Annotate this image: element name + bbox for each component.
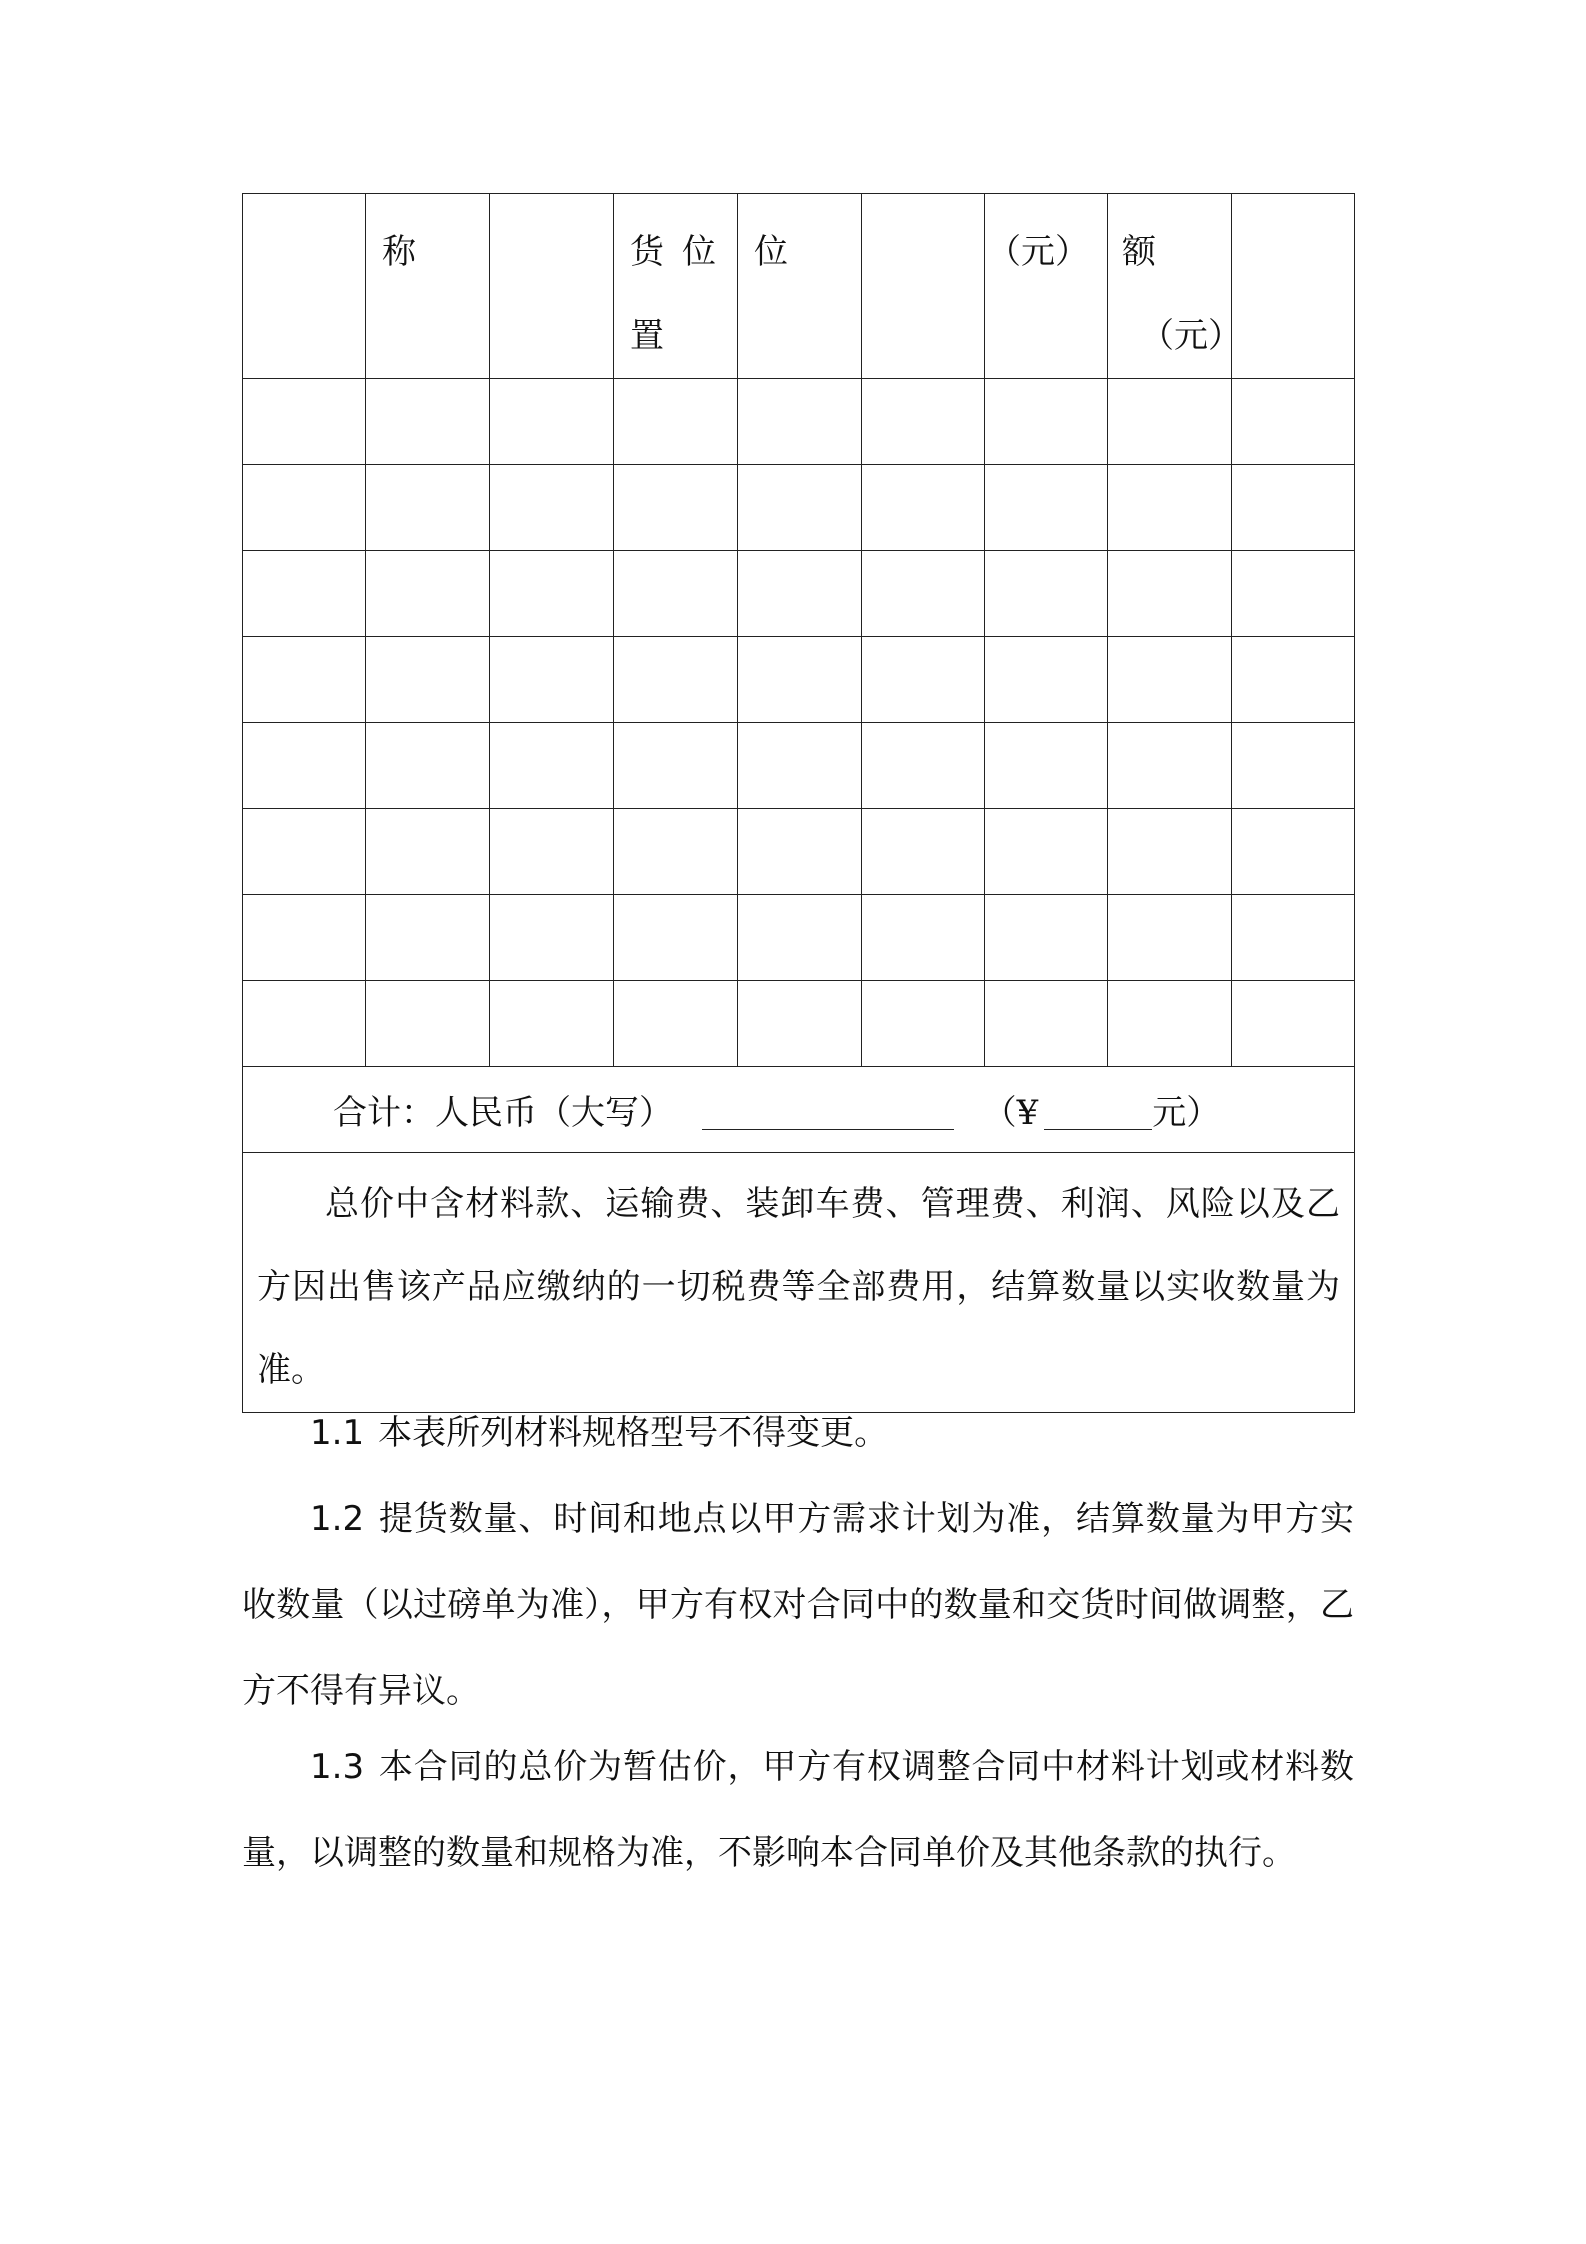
header-cell (862, 194, 985, 379)
table-header-row (243, 194, 1355, 379)
header-cell (366, 194, 490, 379)
table-cell[interactable] (243, 465, 366, 551)
header-amount-text-1: 额 (1122, 232, 1156, 272)
clause-number: 1.1 (310, 1413, 365, 1453)
table-cell[interactable] (366, 895, 490, 981)
table-cell[interactable] (490, 551, 614, 637)
header-amount-text-2: （元） (1140, 316, 1242, 356)
clause-text: 提货数量、时间和地点以甲方需求计划为准，结算数量为甲方实收数量（以过磅单为准），甲方有权对合同中的数量和交货时间做调整，乙方不得有异议。 (242, 1499, 1354, 1711)
table-row (243, 895, 1355, 981)
table-row (243, 723, 1355, 809)
table-cell[interactable] (614, 981, 738, 1067)
total-yen-blank[interactable] (1044, 1099, 1152, 1130)
table-cell[interactable] (366, 637, 490, 723)
table-cell[interactable] (366, 465, 490, 551)
table-cell[interactable] (490, 809, 614, 895)
table-cell[interactable] (862, 637, 985, 723)
table-cell[interactable] (738, 551, 862, 637)
table-cell[interactable] (1108, 637, 1232, 723)
table-cell[interactable] (243, 379, 366, 465)
table-cell[interactable] (862, 723, 985, 809)
table-cell[interactable] (738, 895, 862, 981)
table-cell[interactable] (1232, 637, 1355, 723)
table-cell[interactable] (243, 895, 366, 981)
total-row (243, 1067, 1355, 1153)
header-name-text: 称 (382, 232, 416, 272)
price-note: 总价中含材料款、运输费、装卸车费、管理费、利润、风险以及乙方因出售该产品应缴纳的一切税费等全部费用，结算数量以实收数量为准。 (257, 1184, 1340, 1390)
table-cell[interactable] (1108, 981, 1232, 1067)
note-row (243, 1153, 1355, 1413)
table-cell[interactable] (1232, 551, 1355, 637)
table-cell[interactable] (738, 809, 862, 895)
table-cell[interactable] (1232, 809, 1355, 895)
total-yen-prefix: （¥ (982, 1093, 1039, 1133)
table-cell[interactable] (985, 809, 1108, 895)
table-cell[interactable] (985, 981, 1108, 1067)
table-cell[interactable] (614, 637, 738, 723)
table-cell[interactable] (862, 809, 985, 895)
table-cell[interactable] (1108, 551, 1232, 637)
note-cell (243, 1153, 1355, 1413)
clause-1-3 (242, 1724, 1354, 1896)
table-cell[interactable] (1108, 895, 1232, 981)
table-cell[interactable] (862, 551, 985, 637)
table-cell[interactable] (366, 551, 490, 637)
header-cell (1108, 194, 1242, 379)
header-cell (243, 194, 366, 379)
table-cell[interactable] (243, 551, 366, 637)
table-cell[interactable] (366, 723, 490, 809)
table-cell[interactable] (985, 637, 1108, 723)
table-cell[interactable] (738, 723, 862, 809)
table-cell[interactable] (1108, 723, 1232, 809)
clause-number: 1.2 (310, 1499, 365, 1539)
table-cell[interactable] (1108, 809, 1232, 895)
table-cell[interactable] (490, 981, 614, 1067)
table-cell[interactable] (1232, 465, 1355, 551)
table-cell[interactable] (614, 723, 738, 809)
table-cell[interactable] (862, 465, 985, 551)
header-location-text-2: 置 (630, 316, 664, 356)
table-row (243, 551, 1355, 637)
table-row (243, 981, 1355, 1067)
table-cell[interactable] (985, 551, 1108, 637)
header-cell (1232, 194, 1355, 379)
table-cell[interactable] (1232, 981, 1355, 1067)
table-cell[interactable] (862, 895, 985, 981)
table-cell[interactable] (985, 723, 1108, 809)
header-cell (985, 194, 1108, 379)
table-cell[interactable] (614, 809, 738, 895)
table-cell[interactable] (738, 379, 862, 465)
materials-table (242, 193, 1355, 1413)
table-cell[interactable] (985, 465, 1108, 551)
table-cell[interactable] (366, 981, 490, 1067)
table-cell[interactable] (614, 465, 738, 551)
header-location-text-1: 货位 (630, 232, 734, 272)
clause-1-2 (242, 1476, 1354, 1734)
table-cell[interactable] (490, 895, 614, 981)
total-label: 合计：人民币（大写） (333, 1093, 673, 1133)
table-cell[interactable] (1232, 895, 1355, 981)
clause-1-1 (242, 1390, 1354, 1476)
table-cell[interactable] (614, 379, 738, 465)
table-cell[interactable] (243, 637, 366, 723)
header-unit-text: 位 (754, 232, 788, 272)
table-cell[interactable] (243, 809, 366, 895)
table-cell[interactable] (738, 637, 862, 723)
table-row (243, 809, 1355, 895)
table-cell[interactable] (490, 465, 614, 551)
table-cell[interactable] (614, 551, 738, 637)
table-cell[interactable] (1232, 723, 1355, 809)
table-cell[interactable] (490, 723, 614, 809)
table-cell[interactable] (985, 895, 1108, 981)
clause-number: 1.3 (310, 1747, 365, 1787)
total-yen-suffix: 元） (1152, 1093, 1221, 1133)
total-words-blank[interactable] (702, 1099, 954, 1130)
total-cell (243, 1067, 1355, 1153)
table-cell[interactable] (1232, 379, 1355, 465)
table-cell[interactable] (366, 809, 490, 895)
table-cell[interactable] (243, 723, 366, 809)
table-cell[interactable] (614, 895, 738, 981)
table-row (243, 637, 1355, 723)
table-cell[interactable] (490, 379, 614, 465)
table-cell[interactable] (366, 379, 490, 465)
table-row (243, 465, 1355, 551)
table-cell[interactable] (243, 981, 366, 1067)
table-cell[interactable] (490, 637, 614, 723)
table-row (243, 379, 1355, 465)
header-cell (738, 194, 862, 379)
table-cell[interactable] (1108, 465, 1232, 551)
header-cell (490, 194, 614, 379)
table-cell[interactable] (985, 379, 1108, 465)
table-cell[interactable] (862, 981, 985, 1067)
table-cell[interactable] (862, 379, 985, 465)
header-unit-price-text: （元） (987, 232, 1089, 272)
header-cell (614, 194, 738, 379)
clause-text: 本表所列材料规格型号不得变更。 (378, 1413, 889, 1453)
table-cell[interactable] (1108, 379, 1232, 465)
table-cell[interactable] (738, 465, 862, 551)
clause-text: 本合同的总价为暂估价，甲方有权调整合同中材料计划或材料数量，以调整的数量和规格为准，不影响本合同单价及其他条款的执行。 (242, 1747, 1354, 1873)
table-cell[interactable] (738, 981, 862, 1067)
